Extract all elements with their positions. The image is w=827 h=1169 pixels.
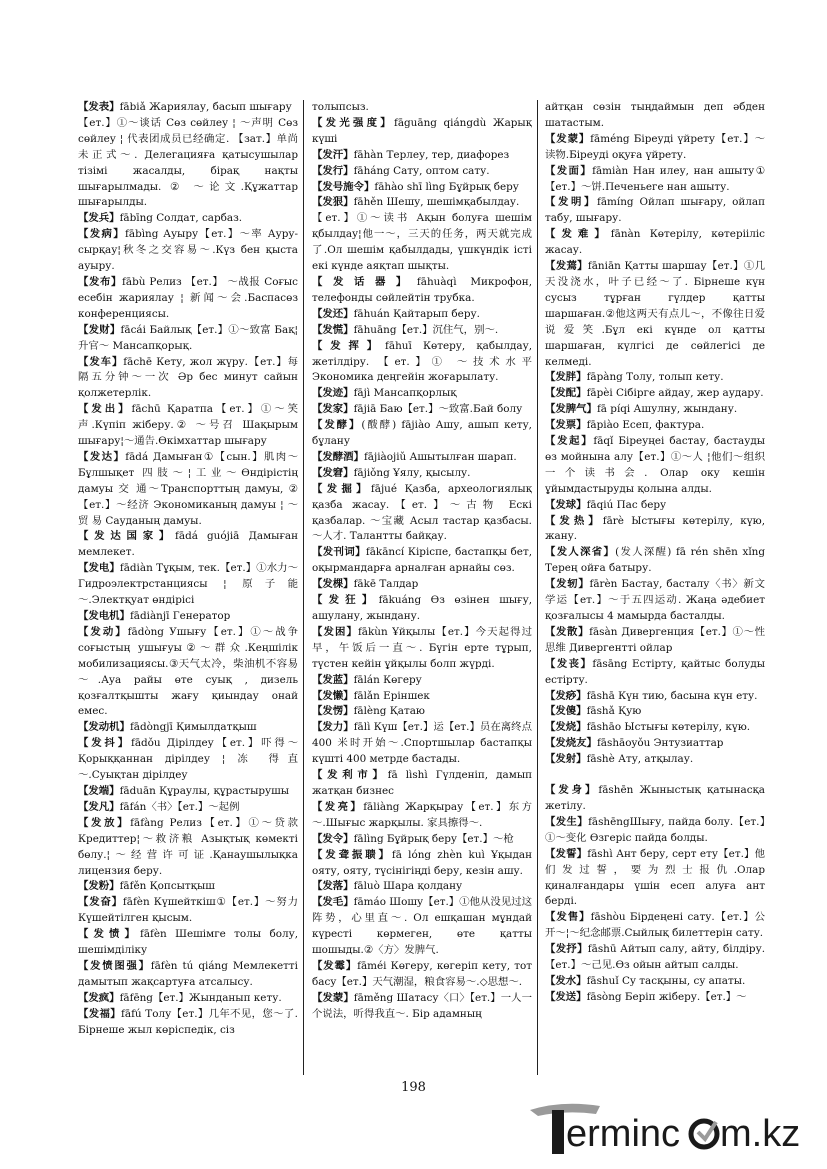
entry-headword: 【发难】 bbox=[545, 228, 611, 241]
entry-headword: 【发胖】 bbox=[545, 371, 587, 384]
entry-definition: fādiàn Тұқым, тек.【ет.】①水力～ Гидроэлектрстанциясы ¦ 原子能～.Электқуат өндірісі bbox=[78, 562, 298, 607]
dictionary-entry bbox=[545, 847, 765, 911]
entry-headword: 【发福】 bbox=[78, 1007, 122, 1020]
entry-headword: 【发脾气】 bbox=[545, 403, 597, 416]
dictionary-entry bbox=[545, 974, 765, 990]
entry-headword: 【发汗】 bbox=[312, 148, 354, 161]
entry-headword: 【发话器】 bbox=[312, 275, 417, 288]
entry-headword: 【发散】 bbox=[545, 625, 590, 638]
entry-headword: 【发誓】 bbox=[545, 847, 588, 860]
dictionary-entry bbox=[312, 625, 532, 673]
column-divider bbox=[303, 100, 304, 1075]
entry-headword: 【发聋振聩】 bbox=[312, 848, 392, 861]
entry-definition: fālǎn Еріншек bbox=[353, 689, 430, 702]
dictionary-entry bbox=[545, 752, 765, 768]
entry-headword: 【发力】 bbox=[312, 721, 354, 734]
dictionary-entry bbox=[78, 927, 298, 959]
dictionary-entry bbox=[312, 148, 532, 164]
dictionary-entry bbox=[545, 132, 765, 164]
dictionary-entry bbox=[312, 689, 532, 705]
entry-definition: fāchē Кету, жол жүру.【ет.】每隔五分钟～一次 Әр бес минут сайын қолжетерлік. bbox=[78, 355, 298, 400]
dictionary-entry bbox=[545, 783, 765, 815]
entry-definition: fāniān Қатты шаршау【ет.】①几天没浇水，叶子已经～了. Бірнеше күн сусыз тұрған гүлдер қатты шаршаған.②他这两天有点儿～，不像往日爱说爱笑.Бұл екі күнде ол қатты шаршаған, күлгісі де сөйлегісі де келмеді. bbox=[545, 260, 765, 368]
entry-headword: 【发抖】 bbox=[78, 737, 131, 750]
termincom-logo bbox=[522, 1096, 812, 1162]
entry-definition: fāsòng Беріп жіберу.【ет.】～ bbox=[586, 990, 747, 1003]
entry-definition: (酦酵) fājiào Ашу, ашып кету, бұлану bbox=[312, 419, 532, 448]
entry-definition: 【ет.】①～读书 Ақын болуға шешім қбылдау¦他一～，三天的任务，两天就完成了.Ол шешім қабылдады, үшкүндік істі екі күнде аяқтап шықты. bbox=[312, 212, 532, 273]
entry-headword: 【发烧友】 bbox=[545, 737, 597, 750]
entry-headword: 【发电】 bbox=[78, 562, 120, 575]
entry-headword: 【发明】 bbox=[545, 196, 597, 209]
entry-definition: fāmiàn Нан илеу, нан ашыту①【ет.】～饼.Печеньеге нан ашыту. bbox=[545, 164, 765, 193]
dictionary-entry bbox=[545, 815, 765, 847]
entry-headword: 【发端】 bbox=[78, 784, 120, 797]
entry-headword: 【发令】 bbox=[312, 832, 354, 845]
entry-definition: fāmíng Ойлап шығару, ойлап табу, шығару. bbox=[545, 196, 765, 225]
dictionary-entry bbox=[312, 768, 532, 800]
entry-headword: 【发掘】 bbox=[312, 482, 371, 495]
entry-definition: fāměng Шатасу〈口〉【ет.】一人一个说法，听得我直～. Бір адамның bbox=[312, 991, 532, 1020]
entry-headword: 【发利市】 bbox=[312, 769, 388, 782]
dictionary-entry bbox=[78, 879, 298, 895]
entry-definition: fābīng Солдат, сарбаз. bbox=[119, 212, 243, 225]
entry-headword: 【发丧】 bbox=[545, 657, 593, 670]
dictionary-entry bbox=[312, 418, 532, 450]
dictionary-entry bbox=[78, 211, 298, 227]
dictionary-entry bbox=[545, 577, 765, 625]
entry-headword: 【发粉】 bbox=[78, 880, 120, 893]
entry-definition: fāqǐ Біреуңеі бастау, бастауды өз мойнына алу【ет.】①～人 ¦他们～组织一个读书会. Олар оку кешін ұйымдастыруды қолына алды. bbox=[545, 435, 765, 495]
dictionary-entry bbox=[312, 323, 532, 339]
entry-definition: fākùn Ұйқылы【ет.】今天起得过早，午饭后一直～. Бүгін ерте тұрып, түстен кейін ұйқылы болп жүрді. bbox=[312, 625, 532, 670]
dictionary-entry bbox=[312, 720, 532, 768]
entry-headword: 【发凡】 bbox=[78, 800, 120, 813]
entry-headword: 【发电机】 bbox=[78, 610, 130, 622]
entry-definition: fā píqi Ашулну, жындану. bbox=[596, 403, 738, 416]
entry-headword: 【发困】 bbox=[312, 625, 358, 638]
entry-definition: fāchū Қаратпа【ет.】①～笑声.Күпіп жіберу.② ～号召 Шақырым шығару¦～通告.Өкімхаттар шығару bbox=[78, 403, 298, 448]
dictionary-column-2 bbox=[312, 100, 532, 1060]
dictionary-entry bbox=[545, 625, 765, 657]
entry-headword: 【发人深省】 bbox=[545, 546, 616, 559]
dictionary-column-3 bbox=[545, 100, 765, 1075]
dictionary-entry bbox=[545, 259, 765, 370]
entry-headword: 【发懒】 bbox=[312, 689, 354, 702]
entry-headword: 【发出】 bbox=[78, 403, 132, 416]
entry-headword: 【发狂】 bbox=[312, 594, 379, 607]
entry-headword: 【发酵】 bbox=[312, 419, 362, 432]
entry-headword: 【发慌】 bbox=[312, 323, 354, 336]
dictionary-entry bbox=[312, 386, 532, 402]
entry-definition: fāfú Толу【ет.】几年不见，您～了. Бірнеше жыл көріспедік, сіз bbox=[78, 1007, 298, 1036]
entry-definition: fāfèn Күшейткіш①【ет.】～努力 Күшейтілген қысым. bbox=[78, 896, 298, 925]
dictionary-entry bbox=[312, 704, 532, 720]
entry-definition: fābìng Ауыру【ет.】～率 Ауру-сырқау¦秋冬之交容易～.Күз бен қыста ауыру. bbox=[78, 228, 298, 273]
dictionary-entry bbox=[78, 275, 298, 323]
entry-definition: fāmáo Шошу【ет.】①他从没见过这阵势，心里直～. Ол ешқашан мұндай күресті көрмеген, өте қатты шошыды.②〈方〉发脾气. bbox=[312, 896, 532, 957]
dictionary-entry bbox=[312, 673, 532, 689]
dictionary-entry bbox=[545, 164, 765, 196]
entry-headword: 【发棵】 bbox=[312, 578, 354, 591]
entry-definition: fāduān Құраулы, құрастырушы bbox=[119, 784, 290, 797]
entry-headword: 【发愣】 bbox=[312, 705, 354, 718]
entry-definition: fādòng Ушығу【ет.】①～战争 соғыстың ушығуы②～群众.Кеңшілік мобилизациясы.③天气太冷，柴油机不容易～.Ауа райы өте суық , дизель қозғалтқышты жағу қиындау онай емес. bbox=[78, 625, 298, 718]
entry-definition: fājiàojiǔ Ашытылған шарап. bbox=[363, 450, 517, 463]
entry-definition: fāshū Айтып салу, айту, білдіру.【ет.】～己见.Өз ойын айтып салды. bbox=[545, 943, 765, 972]
dictionary-entry bbox=[78, 800, 298, 816]
entry-definition: fāshāo Ыстығы көтерілу, күю. bbox=[586, 721, 751, 734]
entry-definition: fāshòu Бірдеңені сату.【ет.】公开～¦～纪念邮票.Сыйлық билеттерін сату. bbox=[545, 911, 765, 940]
dictionary-entry bbox=[545, 689, 765, 705]
dictionary-entry bbox=[312, 895, 532, 959]
entry-definition: fāháng Сату, оптом сату. bbox=[353, 164, 490, 177]
entry-definition: айтқан сөзін тыңдаймын деп әбден шатастым. bbox=[545, 101, 765, 129]
dictionary-entry bbox=[312, 307, 532, 323]
entry-headword: 【发蔫】 bbox=[545, 260, 588, 273]
dictionary-entry bbox=[312, 577, 532, 593]
dictionary-entry bbox=[312, 832, 532, 848]
dictionary-entry bbox=[545, 370, 765, 386]
entry-headword: 【发起】 bbox=[545, 435, 594, 448]
entry-headword: 【发热】 bbox=[545, 514, 603, 527]
entry-definition: fāfěn Қопсытқыш bbox=[119, 880, 215, 893]
dictionary-entry bbox=[312, 879, 532, 895]
entry-definition: fāsàn Дивергенция【ет.】①～性思维 Дивергентті ойлар bbox=[545, 625, 765, 654]
entry-definition: fā lìshì Гүлденіп, дамып жатқан бизнес bbox=[312, 769, 532, 797]
dictionary-entry bbox=[78, 561, 298, 609]
entry-headword: 【发狠】 bbox=[312, 196, 354, 209]
dictionary-entry bbox=[545, 990, 765, 1006]
entry-headword: 【发落】 bbox=[312, 880, 354, 893]
dictionary-entry bbox=[78, 529, 298, 561]
dictionary-entry bbox=[545, 514, 765, 546]
dictionary-entry bbox=[312, 450, 532, 466]
dictionary-entry bbox=[312, 275, 532, 307]
entry-headword: 【发蒙】 bbox=[545, 132, 591, 145]
entry-headword: 【发病】 bbox=[78, 228, 126, 241]
entry-headword: 【发蓝】 bbox=[312, 673, 354, 686]
dictionary-entry bbox=[312, 100, 532, 116]
entry-headword: 【发毛】 bbox=[312, 896, 354, 909]
dictionary-entry bbox=[78, 784, 298, 800]
dictionary-entry bbox=[78, 450, 298, 530]
entry-definition: fābiǎ Жариялау, басып шығару bbox=[119, 101, 292, 113]
dictionary-entry bbox=[545, 100, 765, 132]
dictionary-entry bbox=[78, 625, 298, 720]
dictionary-entry bbox=[312, 991, 532, 1023]
dictionary-entry bbox=[312, 800, 532, 832]
entry-definition: fāguāng qiángdù Жарық күші bbox=[312, 116, 532, 145]
dictionary-entry bbox=[545, 545, 765, 577]
dictionary-entry bbox=[78, 816, 298, 880]
dictionary-entry bbox=[78, 720, 298, 736]
entry-definition: fālì Күш【ет.】运【ет.】员在离终点 400 米时开始～.Спортшылар бастапқы күшті 400 метрде бастады. bbox=[312, 721, 532, 766]
dictionary-entry bbox=[545, 720, 765, 736]
entry-headword: 【发行】 bbox=[312, 164, 354, 177]
entry-definition: 【ет.】①～谈话 Сөз сөйлеу ¦ ～声明 Сөз сөйлеу ¦ 代表团成员已经确定. 【зат.】单尚未正式～. Делегацияға қатысушылар тізімі жасалды, бірақ нақты шығарылмады. ② ～论文.Құжаттар шығарылды. bbox=[78, 116, 298, 209]
entry-headword: 【发售】 bbox=[545, 911, 591, 924]
dictionary-entry bbox=[545, 736, 765, 752]
dictionary-entry bbox=[545, 657, 765, 689]
entry-headword: 【发身】 bbox=[545, 784, 599, 797]
dictionary-entry bbox=[545, 434, 765, 498]
dictionary-entry bbox=[312, 482, 532, 546]
entry-definition: fārè Ыстығы көтерілу, күю, жану. bbox=[545, 514, 765, 543]
entry-headword: 【发送】 bbox=[545, 990, 587, 1003]
column-divider bbox=[537, 100, 538, 1075]
entry-definition: толыпсыз. bbox=[312, 101, 369, 113]
entry-definition: fāhàn Терлеу, тер, диафорез bbox=[353, 148, 510, 161]
entry-definition: fānàn Көтерілу, көтерііліс жасау. bbox=[545, 228, 765, 257]
entry-headword: 【发球】 bbox=[545, 498, 587, 511]
entry-headword: 【发痧】 bbox=[545, 689, 587, 702]
entry-definition: fāméi Көгеру, көгеріп кету, тот басу【ет.】天气潮湿，粮食容易～.◇思想～. bbox=[312, 959, 532, 988]
entry-headword: 【发达国家】 bbox=[78, 530, 176, 543]
dictionary-entry bbox=[78, 100, 298, 116]
entry-definition: fāpiào Есеп, фактура. bbox=[586, 419, 705, 432]
dictionary-entry bbox=[312, 195, 532, 211]
entry-headword: 【发窘】 bbox=[312, 466, 354, 479]
entry-definition: fāfán〈书〉【ет.】～起例 bbox=[119, 800, 240, 813]
entry-definition: fāhuī Көтеру, қабылдау, жетілдіру. 【ет.】① ～技术水平 Экономика деңгейін жоғарылату. bbox=[312, 339, 532, 384]
entry-definition: fāshēn Жыныстық қатынасқа жетілу. bbox=[545, 784, 765, 812]
entry-headword: 【发刊词】 bbox=[312, 546, 366, 559]
entry-definition: fājiǒng Ұялу, қысылу. bbox=[353, 466, 471, 479]
entry-headword: 【发射】 bbox=[545, 753, 587, 766]
entry-definition: fāfèn tú qiáng Мемлекетті дамытып жақсартуға атсалысу. bbox=[78, 959, 298, 988]
entry-headword: 【发表】 bbox=[78, 101, 120, 113]
entry-definition: fāhěn Шешу, шешімқабылдау. bbox=[353, 196, 520, 209]
entry-headword: 【发傻】 bbox=[545, 705, 587, 718]
entry-headword: 【发迹】 bbox=[312, 387, 354, 400]
entry-headword: 【发光强度】 bbox=[312, 116, 394, 129]
entry-definition: fārèn Бастау, басталу〈书〉新文学运【ет.】～于五四运动. Жаңа әдебиет қозғалысы 4 мамырда басталды. bbox=[545, 578, 765, 622]
dictionary-entry bbox=[78, 116, 298, 211]
entry-definition: fāhuán Қайтарып беру. bbox=[353, 307, 480, 320]
entry-definition: fādǒu Дірілдеу【ет.】吓得～ Қорыққаннан дірілдеу ¦ 冻 得直～.Суықтан дірілдеу bbox=[78, 737, 298, 782]
entry-definition: fādá Дамыған①【сын.】肌肉～ Бұлшықет 四肢～¦工业～Өндірістің дамуы 交 通～Транспорттың дамуы, ②【ет.】～经济 Экономиканың дамуы ¦ ～ 贸 易 Сауданың дамуы. bbox=[78, 450, 298, 527]
entry-definition: fālèng Қатаю bbox=[353, 705, 425, 718]
dictionary-entry bbox=[78, 991, 298, 1007]
dictionary-entry bbox=[78, 355, 298, 403]
entry-headword: 【发愤】 bbox=[78, 928, 140, 941]
entry-definition: fālìng Бұйрық беру【ет.】～枪 bbox=[353, 832, 514, 845]
entry-headword: 【发水】 bbox=[545, 974, 587, 987]
dictionary-entry bbox=[78, 402, 298, 450]
entry-definition: fākuáng Өз өзінен шығу, ашулану, жындану. bbox=[312, 594, 532, 622]
entry-definition: fāliàng Жарқырау【ет.】东方～.Шығыс жарқылы. 家具擦得～. bbox=[312, 800, 532, 829]
entry-definition: fāshāoyǒu Энтузиаттар bbox=[596, 737, 724, 750]
entry-definition: fādá guójiā Дамыған мемлекет. bbox=[78, 530, 298, 559]
dictionary-entry bbox=[312, 116, 532, 148]
dictionary-entry bbox=[78, 736, 298, 784]
entry-headword: 【发轫】 bbox=[545, 578, 590, 591]
entry-headword: 【发生】 bbox=[545, 815, 589, 828]
entry-definition: fācái Байлық【ет.】①～致富 Бақ¦升官～ Мансапқорық. bbox=[78, 323, 298, 352]
dictionary-entry bbox=[545, 227, 765, 259]
entry-headword: 【发烧】 bbox=[545, 721, 587, 734]
dictionary-entry bbox=[545, 498, 765, 514]
entry-headword: 【发蒙】 bbox=[312, 991, 354, 1004]
entry-headword: 【发动机】 bbox=[78, 721, 130, 734]
entry-definition: fāpàng Толу, толып кету. bbox=[586, 371, 724, 384]
entry-headword: 【发放】 bbox=[78, 816, 131, 829]
dictionary-entry bbox=[545, 386, 765, 402]
dictionary-entry bbox=[78, 323, 298, 355]
entry-definition: (发人深醒) fā rén shēn xǐng Терең ойға батыру. bbox=[545, 546, 765, 575]
entry-definition: fākē Талдар bbox=[353, 578, 419, 591]
entry-definition: fājiā Баю【ет.】～致富.Бай болу bbox=[353, 403, 523, 416]
dictionary-entry bbox=[312, 848, 532, 880]
entry-definition: fāshuǐ Су тасқыны, су апаты. bbox=[586, 974, 746, 987]
entry-definition: fāqiú Пас беру bbox=[586, 498, 667, 511]
entry-headword: 【发酵酒】 bbox=[312, 450, 364, 463]
entry-definition: fāhuàqì Микрофон, телефонды сөйлейтін трубка. bbox=[312, 275, 532, 304]
entry-headword: 【发达】 bbox=[78, 450, 126, 463]
dictionary-entry bbox=[312, 593, 532, 625]
entry-headword: 【发抒】 bbox=[545, 943, 588, 956]
entry-definition: fā lóng zhèn kuì Ұқыдан ояту, ояту, түсінігіңді беру, кезін ашу. bbox=[312, 848, 532, 877]
entry-definition: fādòngjī Қимылдатқыш bbox=[129, 721, 257, 734]
dictionary-entry bbox=[545, 910, 765, 942]
entry-headword: 【发奋】 bbox=[78, 896, 123, 909]
dictionary-entry bbox=[78, 1007, 298, 1039]
entry-definition: fākāncí Кіріспе, бастапқы бет, оқырмандарға арналған арнайы сөз. bbox=[312, 546, 532, 575]
entry-definition: fāshǎ Қую bbox=[586, 705, 642, 718]
dictionary-entry bbox=[545, 942, 765, 974]
dictionary-column-1 bbox=[78, 100, 298, 1075]
entry-definition: fājué Қазба, археологиялық қазба жасау.【ет.】～古物 Ескі қазбалар. ～宝藏 Асыл тастар қазбасы.～人才. Талантты байқау. bbox=[312, 482, 532, 543]
dictionary-entry bbox=[312, 545, 532, 577]
entry-definition: fāméng Біреуді үйрету【ет.】～读物.Біреуді оқуға үйрету. bbox=[545, 132, 765, 161]
entry-headword: 【发兵】 bbox=[78, 212, 120, 225]
dictionary-entry bbox=[78, 609, 298, 625]
logo-text: m.kz bbox=[720, 1113, 801, 1155]
entry-headword: 【发疯】 bbox=[78, 991, 120, 1004]
entry-headword: 【发财】 bbox=[78, 323, 121, 336]
entry-definition: fāshā Күн тию, басына күн ету. bbox=[586, 689, 758, 702]
dictionary-entry bbox=[312, 164, 532, 180]
entry-definition: fāluò Шара қолдану bbox=[353, 880, 463, 893]
entry-headword: 【发票】 bbox=[545, 419, 587, 432]
dictionary-entry bbox=[545, 704, 765, 720]
termincom-logo-graphic bbox=[522, 1096, 812, 1162]
entry-headword: 【发布】 bbox=[78, 275, 123, 288]
entry-definition: fāhào shī lìng Бұйрық беру bbox=[374, 180, 519, 193]
entry-headword: 【发号施令】 bbox=[312, 180, 375, 193]
dictionary-entry bbox=[312, 466, 532, 482]
entry-definition: fāhuāng【ет.】沉住气，别～. bbox=[353, 323, 499, 336]
entry-headword: 【发愤图强】 bbox=[78, 959, 151, 972]
entry-headword: 【发霉】 bbox=[312, 959, 358, 972]
entry-headword: 【发面】 bbox=[545, 164, 593, 177]
dictionary-entry bbox=[312, 959, 532, 991]
entry-definition: fādiànjī Генератор bbox=[129, 610, 231, 622]
dictionary-entry bbox=[312, 180, 532, 196]
entry-definition: fāpèi Сібірге айдау, жер аудару. bbox=[586, 387, 764, 400]
entry-definition: fāshì Ант беру, серт ету【ет.】他们发过誓，要为烈士报仇.Олар қиналғандары үшін есеп алуға ант берді. bbox=[545, 847, 765, 908]
entry-headword: 【发车】 bbox=[78, 355, 124, 368]
entry-definition: fāfēng【ет.】Жынданып кету. bbox=[119, 991, 282, 1004]
entry-headword: 【发动】 bbox=[78, 625, 128, 638]
dictionary-entry bbox=[312, 211, 532, 275]
entry-headword: 【发亮】 bbox=[312, 800, 364, 813]
entry-definition: fāshè Ату, атқылау. bbox=[586, 753, 694, 766]
page-number: 198 bbox=[401, 1080, 426, 1095]
dictionary-entry bbox=[545, 402, 765, 418]
entry-definition: fāfàng Релиз【ет.】①～贷款 Кредиттер¦～救济粮 Азықтық көмекті бөлу.¦～经营许可证.Қанаушылықка лицензия беру. bbox=[78, 816, 298, 877]
dictionary-entry bbox=[545, 195, 765, 227]
entry-headword: 【发家】 bbox=[312, 403, 354, 416]
dictionary-entry bbox=[78, 959, 298, 991]
entry-headword: 【发配】 bbox=[545, 387, 587, 400]
entry-definition: fāsāng Естірту, қайтыс болуды естірту. bbox=[545, 657, 765, 686]
entry-definition: fābù Релиз 【ет.】 ～战报 Соғыс есебін жариялау ¦ 新闻～会.Баспасөз конференциясы. bbox=[78, 275, 298, 320]
entry-definition: fāfèn Шешімге толы болу, шешімділіку bbox=[78, 928, 298, 957]
dictionary-entry bbox=[312, 339, 532, 387]
entry-headword: 【发挥】 bbox=[312, 339, 386, 352]
entry-definition: fāshēngШығу, пайда болу.【ет.】①～变化 Өзгеріс пайда болды. bbox=[545, 815, 765, 844]
dictionary-entry bbox=[545, 418, 765, 434]
entry-headword: 【发还】 bbox=[312, 307, 354, 320]
entry-definition: fājì Мансапқорлық bbox=[353, 387, 457, 400]
dictionary-entry bbox=[78, 895, 298, 927]
logo-text: erminc bbox=[566, 1113, 681, 1155]
entry-definition: fālán Көгеру bbox=[353, 673, 422, 686]
dictionary-entry bbox=[312, 402, 532, 418]
dictionary-entry bbox=[78, 227, 298, 275]
